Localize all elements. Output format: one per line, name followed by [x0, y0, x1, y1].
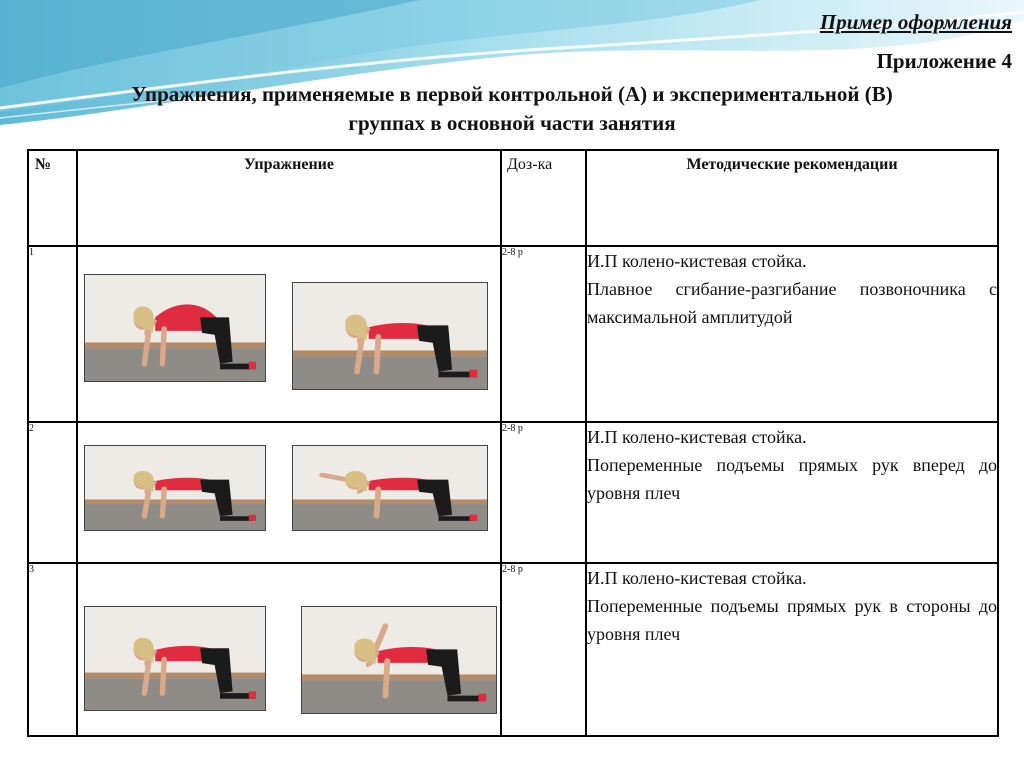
header-exercise: Упражнение [77, 150, 501, 246]
description-text: Плавное сгибание-разгибание позвоночника с максимальной амплитудой [587, 279, 997, 327]
exercise-figure [85, 446, 265, 530]
row-recommendation [586, 563, 998, 736]
table-header-row [28, 150, 998, 246]
example-label: Пример оформления [819, 10, 1012, 34]
description-text: Попеременные подъемы прямых рук вперед до уровня плеч [587, 455, 997, 503]
exercise-photo [84, 445, 266, 531]
row-number: 2 [28, 422, 77, 563]
header-recommendations: Методические рекомендации [586, 150, 998, 246]
table-row [28, 246, 998, 422]
exercise-figure [293, 446, 487, 530]
description-text: Попеременные подъемы прямых рук в стороны до уровня плеч [587, 596, 997, 644]
row-number: 3 [28, 563, 77, 736]
exercise-photo [84, 606, 266, 711]
exercise-photo [84, 274, 266, 382]
start-position-text: И.П колено-кистевая стойка. [587, 427, 807, 447]
exercise-photos [77, 422, 501, 563]
exercise-figure [302, 607, 496, 713]
page-title [20, 80, 1004, 138]
row-dose: 2-8 р [501, 422, 586, 563]
exercise-photo [301, 606, 497, 714]
row-recommendation [586, 422, 998, 563]
appendix-label: Приложение 4 [876, 49, 1012, 73]
title-line-2: группах в основной части занятия [348, 111, 676, 135]
header-dose: Доз-ка [501, 150, 586, 246]
exercise-photos [77, 246, 501, 422]
start-position-text: И.П колено-кистевая стойка. [587, 568, 807, 588]
exercise-photo [292, 445, 488, 531]
table-row [28, 422, 998, 563]
title-line-1: Упражнения, применяемые в первой контрольной (А) и экспериментальной (В) [131, 82, 893, 106]
row-recommendation [586, 246, 998, 422]
row-dose: 2-8 р [501, 246, 586, 422]
table-row [28, 563, 998, 736]
header-number: № [28, 150, 77, 246]
exercise-photos [77, 563, 501, 736]
exercise-figure [85, 275, 265, 381]
exercise-photo [292, 282, 488, 390]
exercise-figure [293, 283, 487, 389]
exercise-figure [85, 607, 265, 710]
start-position-text: И.П колено-кистевая стойка. [587, 251, 807, 271]
row-number: 1 [28, 246, 77, 422]
row-dose: 2-8 р [501, 563, 586, 736]
exercise-table [27, 149, 999, 737]
